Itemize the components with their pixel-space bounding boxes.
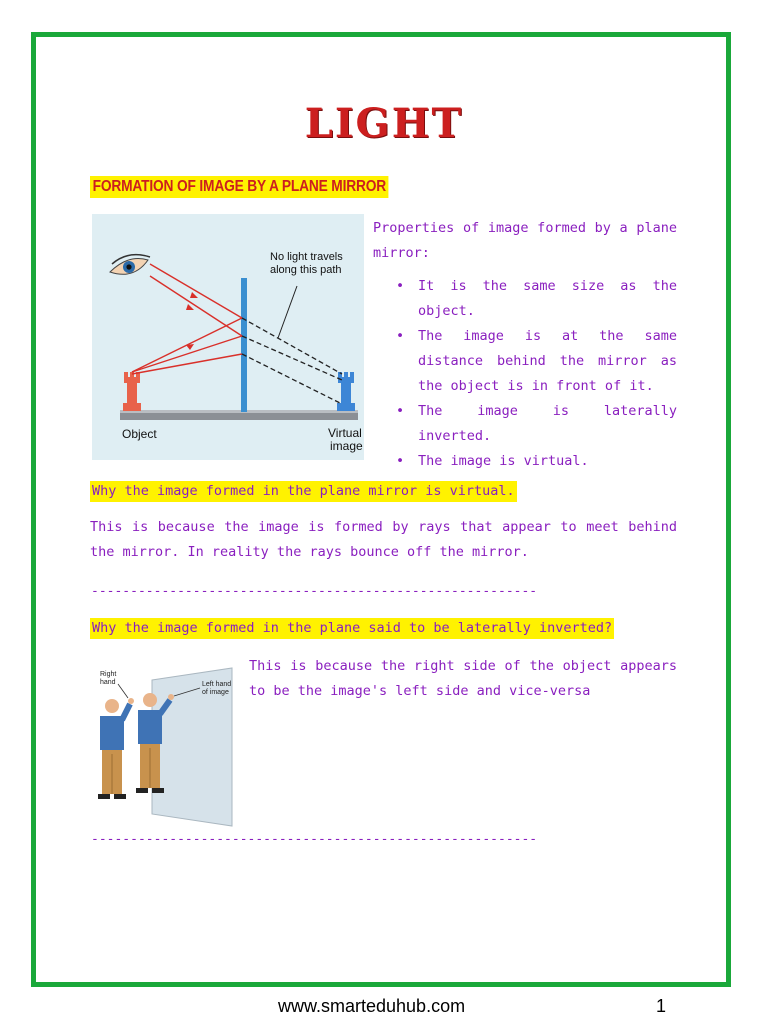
answer-virtual: This is because the image is formed by rays that appear to meet behind the mirror. In reality the rays bounce off the mirror.	[90, 519, 677, 560]
virtual-label-line-2: image	[330, 439, 363, 453]
list-item: • It is the same size as the object.	[373, 274, 677, 324]
separator-line: ---------------------------------------------------------	[91, 584, 538, 599]
right-hand-label-line-2: hand	[100, 679, 116, 686]
virtual-label-line-1: Virtual	[328, 426, 362, 440]
properties-block	[373, 216, 677, 474]
page-title: LIGHT	[304, 100, 464, 147]
question-lateral-inversion: Why the image formed in the plane said to be laterally inverted?	[90, 618, 614, 639]
separator-line: ---------------------------------------------------------	[91, 832, 538, 847]
mirror	[241, 278, 247, 412]
left-hand-label-line-1: Left hand	[202, 681, 232, 688]
properties-intro: Properties of image formed by a plane mirror:	[373, 220, 677, 261]
right-hand-label-line-1: Right	[100, 671, 117, 678]
annotation-line-1: No light travels	[270, 251, 343, 263]
footer-website: www.smarteduhub.com	[278, 996, 466, 1016]
list-item: • The image is laterally inverted.	[373, 399, 677, 449]
left-hand-label-line-2: of image	[202, 689, 229, 696]
page-number: 1	[656, 996, 667, 1016]
plane-mirror-ray-diagram	[92, 214, 364, 460]
annotation-line-2: along this path	[270, 264, 342, 276]
properties-list	[373, 274, 677, 474]
answer-lateral-inversion: This is because the right side of the object appears to be the image's left side and vice-versa	[249, 658, 677, 699]
section-heading: FORMATION OF IMAGE BY A PLANE MIRROR	[90, 176, 389, 198]
list-item: • The image is at the same distance behind the mirror as the object is in front of it.	[373, 324, 677, 399]
question-virtual: Why the image formed in the plane mirror is virtual.	[90, 481, 517, 502]
lateral-inversion-figure	[92, 664, 240, 830]
object-label: Object	[122, 427, 157, 441]
list-item: • The image is virtual.	[373, 449, 677, 474]
floor	[120, 412, 358, 420]
